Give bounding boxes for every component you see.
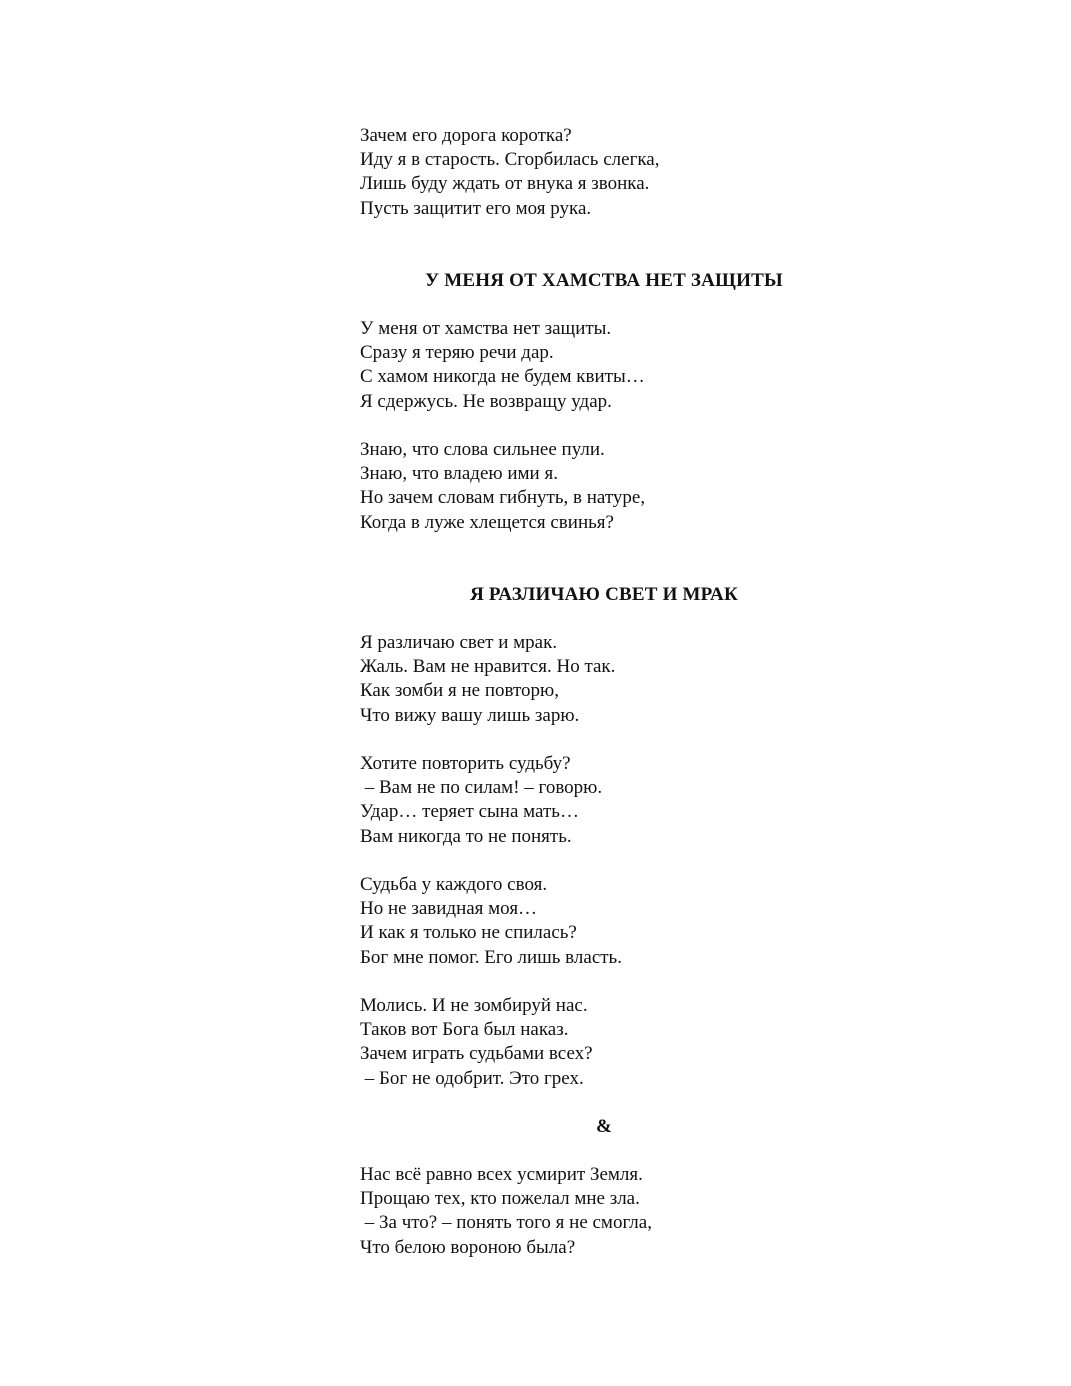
- verse-line: Таков вот Бога был наказ.: [360, 1019, 569, 1041]
- verse-line: Хотите повторить судьбу?: [360, 753, 571, 774]
- verse-line: Жаль. Вам не нравится. Но так.: [360, 656, 616, 678]
- stanza: [360, 631, 840, 728]
- verse-line: Я сдержусь. Не возвращу удар.: [360, 390, 612, 412]
- verse-line: Но не завидная моя…: [360, 898, 538, 920]
- verse-line: И как я только не спилась?: [360, 922, 577, 944]
- verse-line: Судьба у каждого своя.: [360, 874, 548, 895]
- verse-line: Иду я в старость. Сгорбилась слегка,: [360, 149, 660, 171]
- verse-line: Что белою вороною была?: [360, 1236, 576, 1258]
- verse-line: Лишь буду ждать от внука я звонка.: [360, 173, 650, 195]
- verse-line: Я различаю свет и мрак.: [360, 632, 558, 653]
- verse-line: Удар… теряет сына мать…: [360, 801, 579, 823]
- stanza: [360, 124, 840, 221]
- stanza: [360, 994, 840, 1091]
- verse-line: С хамом никогда не будем квиты…: [360, 366, 645, 388]
- verse-line: – За что? – понять того я не смогла,: [360, 1212, 652, 1234]
- verse-line: Нас всё равно всех усмирит Земля.: [360, 1164, 643, 1185]
- verse-line: Что вижу вашу лишь зарю.: [360, 704, 580, 726]
- stanza: [360, 752, 840, 849]
- verse-line: Прощаю тех, кто пожелал мне зла.: [360, 1188, 640, 1210]
- poem-title: Я РАЗЛИЧАЮ СВЕТ И МРАК: [470, 584, 738, 605]
- verse-line: Но зачем словам гибнуть, в натуре,: [360, 487, 646, 509]
- stanza: [360, 317, 840, 414]
- verse-line: У меня от хамства нет защиты.: [360, 318, 612, 339]
- verse-line: Сразу я теряю речи дар.: [360, 342, 554, 364]
- verse-line: Вам никогда то не понять.: [360, 825, 572, 847]
- verse-line: Пусть защитит его моя рука.: [360, 197, 592, 219]
- verse-line: Зачем его дорога коротка?: [360, 125, 572, 146]
- verse-line: Как зомби я не повторю,: [360, 680, 559, 702]
- verse-line: – Бог не одобрит. Это грех.: [360, 1067, 584, 1089]
- stanza: [360, 438, 840, 535]
- verse-line: Молись. И не зомбируй нас.: [360, 995, 588, 1016]
- verse-line: Бог мне помог. Его лишь власть.: [360, 946, 622, 968]
- poem-title: &: [595, 1116, 613, 1137]
- verse-line: Зачем играть судьбами всех?: [360, 1043, 593, 1065]
- verse-line: Знаю, что слова сильнее пули.: [360, 439, 605, 460]
- verse-line: – Вам не по силам! – говорю.: [360, 777, 603, 799]
- stanza: [360, 1163, 840, 1260]
- poem-title: У МЕНЯ ОТ ХАМСТВА НЕТ ЗАЩИТЫ: [425, 270, 783, 291]
- verse-line: Когда в луже хлещется свинья?: [360, 511, 614, 533]
- verse-line: Знаю, что владею ими я.: [360, 463, 558, 485]
- stanza: [360, 873, 840, 970]
